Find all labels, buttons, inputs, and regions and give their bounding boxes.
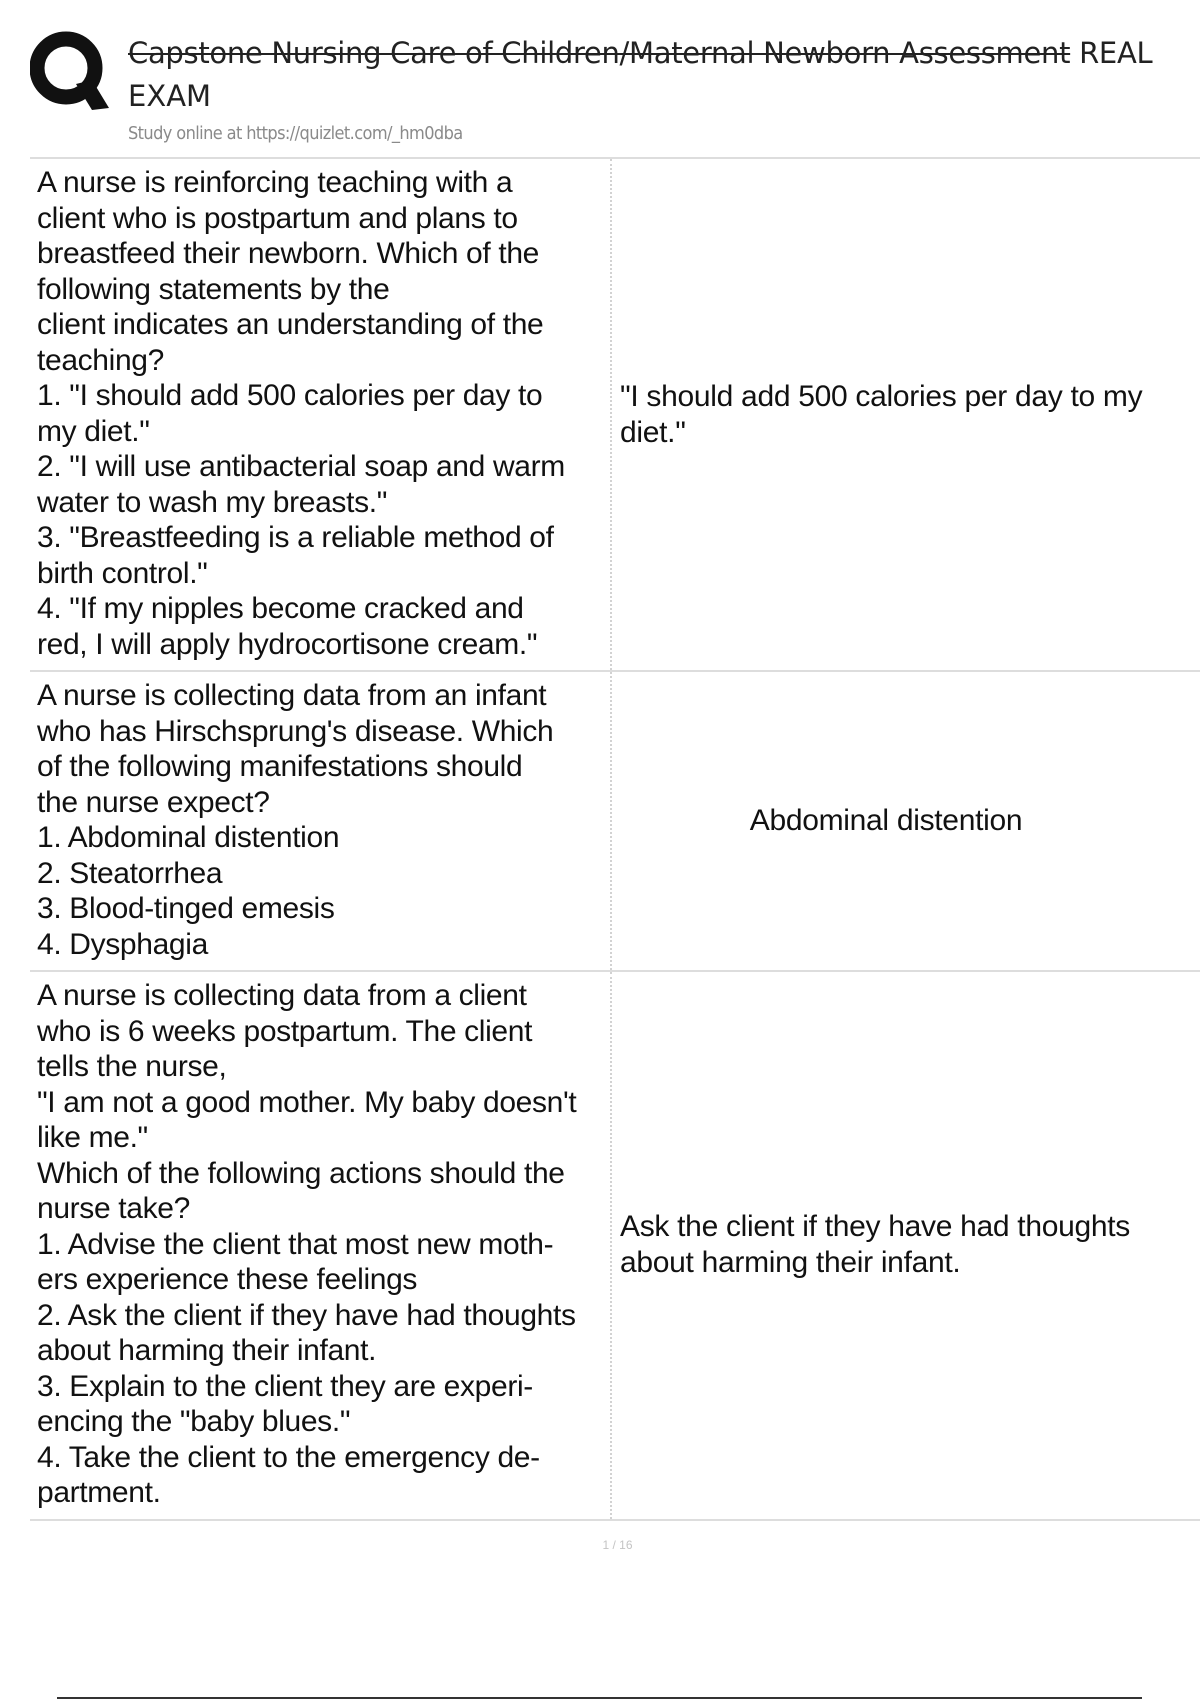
study-online-link[interactable]: Study online at https://quizlet.com/_hm0dba — [128, 123, 463, 144]
term-line: encing the "baby blues." — [37, 1405, 351, 1438]
term-line: 2. Ask the client if they have had thoughts — [37, 1298, 576, 1332]
term-line: 4. Take the client to the emergency de- — [37, 1440, 540, 1474]
definition-line: Ask the client if they have had thoughts — [620, 1210, 1130, 1244]
term-line: A nurse is collecting data from an infant — [37, 679, 547, 712]
term-line: 4. "If my nipples become cracked and — [37, 592, 524, 625]
page-title-line-2: EXAM — [128, 79, 212, 113]
term-line: following statements by the — [37, 272, 390, 306]
term-line: tells the nurse, — [37, 1050, 227, 1083]
page-bottom-divider — [57, 1697, 1142, 1699]
term-line: my diet." — [37, 414, 150, 448]
flashcard-row — [30, 970, 1200, 1521]
term-line: 1. Advise the client that most new moth- — [37, 1227, 554, 1261]
page-title-struck-text: Capstone Nursing Care of Children/Maternal Newborn Assessment — [128, 36, 1071, 70]
term-line: of the following manifestations should — [37, 750, 523, 783]
flashcard-term — [30, 672, 612, 970]
term-line: 3. Blood-tinged emesis — [37, 892, 335, 925]
flashcard-definition — [612, 672, 1200, 970]
term-line: breastfeed their newborn. Which of the — [37, 237, 539, 270]
quizlet-q-logo-icon — [30, 30, 110, 112]
term-line: teaching? — [37, 343, 164, 377]
term-line: birth control." — [37, 556, 208, 590]
term-line: 4. Dysphagia — [37, 927, 208, 961]
term-line: who has Hirschsprung's disease. Which — [37, 714, 554, 748]
term-line: about harming their infant. — [37, 1334, 377, 1367]
term-line: Which of the following actions should the — [37, 1156, 565, 1190]
term-line: nurse take? — [37, 1192, 190, 1225]
definition-line: Abdominal distention — [749, 804, 1023, 837]
term-line: 3. Explain to the client they are experi- — [37, 1369, 533, 1403]
page-title — [128, 36, 1200, 70]
page-number: 1 / 16 — [602, 1538, 633, 1552]
term-line: client who is postpartum and plans to — [37, 201, 518, 235]
flashcard-list — [30, 157, 1200, 1521]
term-line: A nurse is reinforcing teaching with a — [37, 166, 513, 199]
definition-line: "I should add 500 calories per day to my — [620, 379, 1143, 413]
flashcard-definition — [612, 159, 1200, 670]
term-line: A nurse is collecting data from a client — [37, 979, 527, 1012]
flashcard-term — [30, 159, 612, 670]
term-line: 1. Abdominal distention — [37, 821, 340, 854]
flashcard-term — [30, 972, 612, 1519]
document-header — [0, 0, 1200, 158]
term-line: like me." — [37, 1121, 148, 1154]
page-title-tail-text: REAL — [1070, 36, 1153, 70]
term-line: 1. "I should add 500 calories per day to — [37, 379, 543, 412]
term-line: 2. Steatorrhea — [37, 856, 223, 890]
definition-line: about harming their infant. — [620, 1246, 961, 1280]
term-line: water to wash my breasts." — [37, 485, 388, 519]
term-line: 2. "I will use antibacterial soap and warm — [37, 450, 565, 483]
term-line: 3. "Breastfeeding is a reliable method of — [37, 521, 554, 554]
term-line: client indicates an understanding of the — [37, 308, 544, 341]
term-line: "I am not a good mother. My baby doesn't — [37, 1085, 577, 1119]
term-line: partment. — [37, 1476, 161, 1509]
flashcard-row — [30, 157, 1200, 670]
term-line: red, I will apply hydrocortisone cream." — [37, 627, 538, 661]
definition-line: diet." — [620, 415, 686, 449]
flashcard-row — [30, 670, 1200, 970]
flashcard-definition — [612, 972, 1200, 1519]
term-line: the nurse expect? — [37, 785, 270, 819]
term-line: who is 6 weeks postpartum. The client — [37, 1014, 533, 1048]
term-line: ers experience these feelings — [37, 1263, 418, 1296]
